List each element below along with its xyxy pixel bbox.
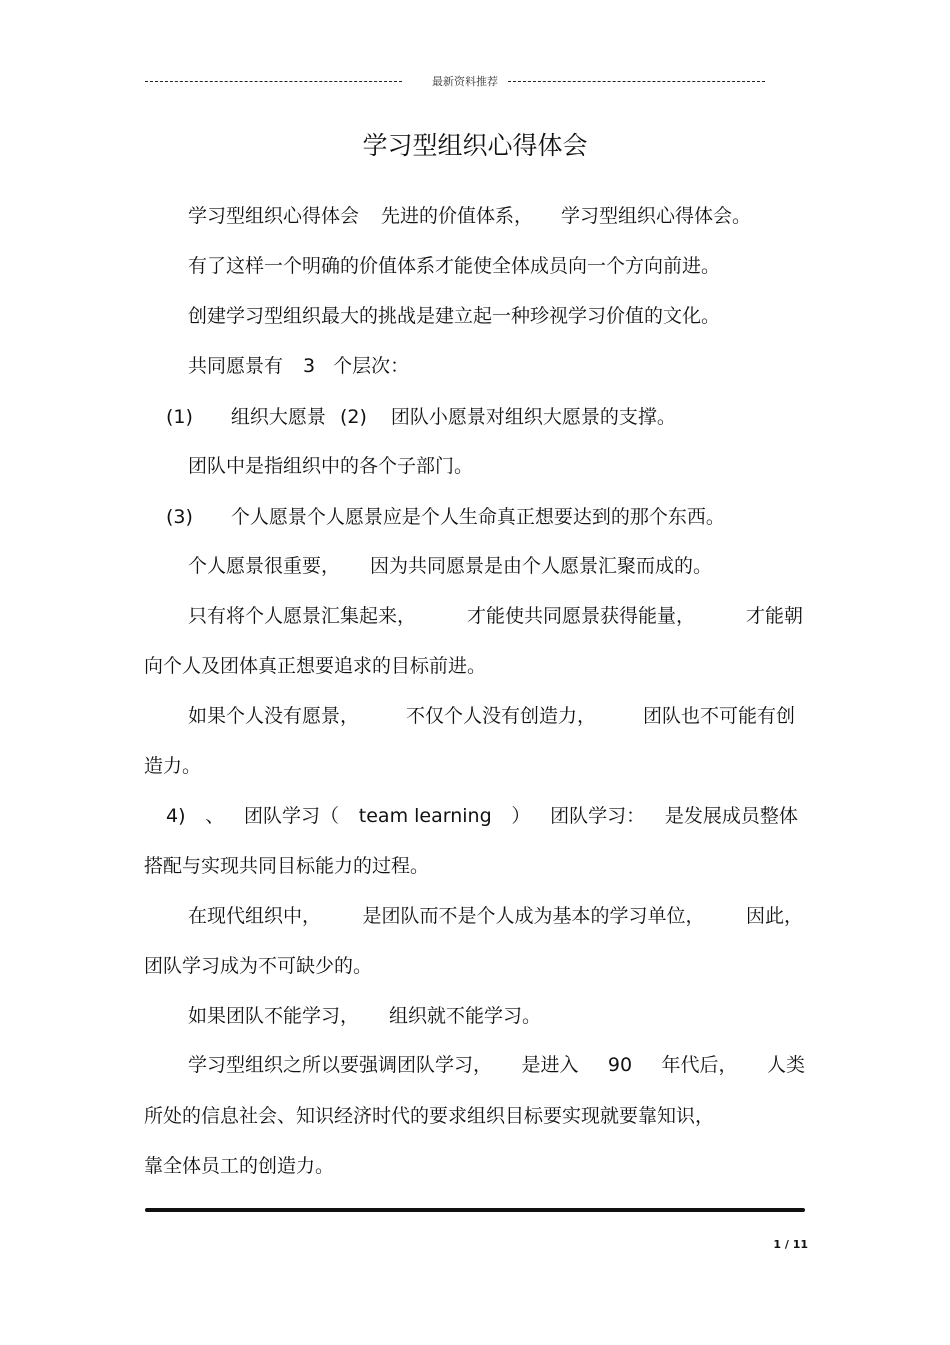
- paragraph-line-17: [188, 1004, 541, 1028]
- text-segment: 只有将个人愿景汇集起来，: [188, 605, 417, 627]
- paragraph-line-11: [188, 704, 795, 728]
- text-segment: 才能使共同愿景获得能量，: [466, 605, 695, 627]
- text-segment: (2): [339, 406, 367, 428]
- paragraph-line-8: [188, 554, 712, 578]
- text-segment: 4): [166, 805, 186, 827]
- text-segment: 组织大愿景: [230, 406, 326, 428]
- text-segment: 团队学习（: [244, 805, 340, 827]
- paragraph-line-19: 所处的信息社会、知识经济时代的要求组织目标要实现就要靠知识，: [144, 1105, 715, 1127]
- text-segment: 3: [303, 355, 316, 377]
- text-segment: 团队也不可能有创: [642, 705, 795, 727]
- text-segment: 因为共同愿景是由个人愿景汇聚而成的。: [370, 555, 713, 577]
- header-text: 最新资料推荐: [432, 75, 498, 88]
- header-dash-right: [508, 81, 765, 82]
- paragraph-line-15: [188, 904, 803, 928]
- text-segment: ）: [511, 805, 531, 827]
- text-segment: 学习型组织心得体会。: [561, 205, 752, 227]
- text-segment: 人类: [766, 1054, 805, 1076]
- page-title: 学习型组织心得体会: [362, 131, 588, 160]
- paragraph-line-14: 搭配与实现共同目标能力的过程。: [144, 855, 430, 877]
- paragraph-line-2: 有了这样一个明确的价值体系才能使全体成员向一个方向前进。: [188, 255, 721, 277]
- paragraph-line-12: 造力。: [144, 755, 202, 777]
- paragraph-line-1: [188, 204, 793, 228]
- text-segment: 个人愿景很重要，: [188, 555, 341, 577]
- paragraph-line-4: [188, 354, 409, 378]
- text-segment: (1): [166, 406, 193, 428]
- text-segment: 如果团队不能学习，: [188, 1005, 360, 1027]
- paragraph-line-7: [166, 505, 725, 529]
- text-segment: 才能朝: [745, 605, 803, 627]
- text-segment: 个层次：: [333, 355, 410, 377]
- text-segment: 不仅个人没有创造力，: [405, 705, 596, 727]
- text-segment: 共同愿景有: [188, 355, 284, 377]
- text-segment: 组织就不能学习。: [389, 1005, 542, 1027]
- text-segment: 是发展成员整体: [664, 805, 798, 827]
- text-segment: 先进的价值体系，: [381, 205, 534, 227]
- text-segment: 团队学习：: [550, 805, 646, 827]
- text-segment: (3): [166, 506, 193, 528]
- paragraph-line-13: [166, 804, 798, 828]
- page-header: [145, 72, 765, 90]
- text-segment: 是进入: [521, 1054, 579, 1076]
- paragraph-line-6: 团队中是指组织中的各个子部门。: [188, 455, 474, 477]
- text-segment: 个人愿景个人愿景应是个人生命真正想要达到的那个东西。: [230, 506, 725, 528]
- text-segment: 如果个人没有愿景，: [188, 705, 360, 727]
- paragraph-line-20: 靠全体员工的创造力。: [144, 1155, 335, 1177]
- header-dash-left: [145, 81, 402, 82]
- text-segment: 是团队而不是个人成为基本的学习单位，: [362, 905, 705, 927]
- paragraph-line-3: 创建学习型组织最大的挑战是建立起一种珍视学习价值的文化。: [188, 305, 721, 327]
- text-segment: 团队小愿景对组织大愿景的支撑。: [390, 406, 676, 428]
- text-segment: 、: [205, 805, 225, 827]
- paragraph-line-16: 团队学习成为不可缺少的。: [144, 955, 373, 977]
- text-segment: 90: [607, 1054, 633, 1076]
- text-segment: 学习型组织之所以要强调团队学习，: [188, 1054, 493, 1076]
- text-segment: 因此，: [745, 905, 803, 927]
- text-segment: 在现代组织中，: [188, 905, 322, 927]
- paragraph-line-9: [188, 604, 803, 628]
- paragraph-line-5: [166, 405, 676, 429]
- footer-rule: [145, 1208, 805, 1212]
- text-segment: 年代后，: [661, 1054, 738, 1076]
- page-number: 1 / 11: [773, 1238, 808, 1251]
- paragraph-line-18: [188, 1053, 805, 1077]
- text-segment: team learning: [358, 805, 492, 827]
- text-segment: 学习型组织心得体会: [188, 205, 360, 227]
- paragraph-line-10: 向个人及团体真正想要追求的目标前进。: [144, 655, 487, 677]
